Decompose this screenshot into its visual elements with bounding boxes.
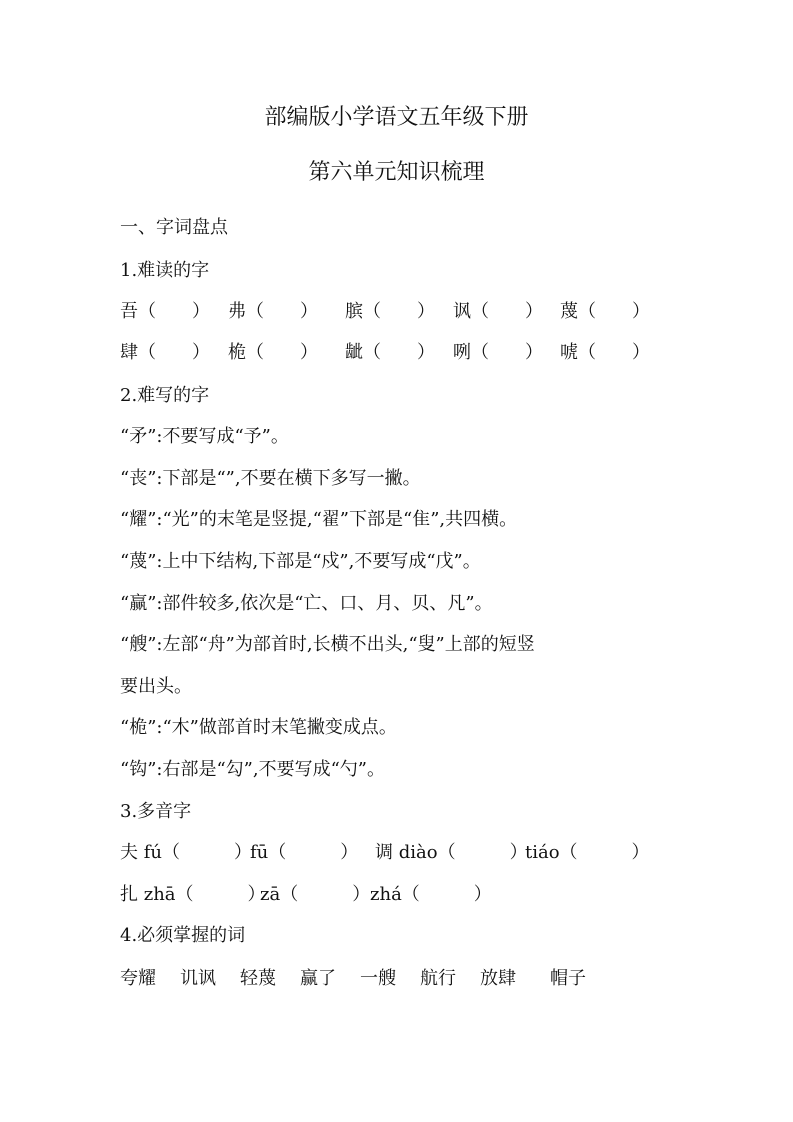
- word-item: 一艘: [360, 968, 396, 989]
- writing-note: “钩”:右部是“勾”,不要写成“勺”。: [120, 759, 385, 780]
- word-item: 夸耀: [120, 968, 156, 989]
- char-item: 弗（ ）: [228, 301, 318, 322]
- char-item: 蔑（ ）: [560, 301, 650, 322]
- word-item: 轻蔑: [240, 968, 276, 989]
- page-subtitle: 第六单元知识梳理: [308, 160, 485, 185]
- char-item: 咧（ ）: [453, 342, 543, 363]
- writing-note: “丧”:下部是“”,不要在横下多写一撇。: [120, 468, 421, 489]
- word-item: 讥讽: [180, 968, 216, 989]
- writing-note-continued: 要出头。: [120, 676, 192, 697]
- subheading-polyphonic: 3.多音字: [120, 801, 192, 822]
- writing-note: “蔑”:上中下结构,下部是“戍”,不要写成“戊”。: [120, 551, 481, 572]
- pinyin-item: 夫 fú（ ）: [120, 842, 252, 863]
- pinyin-item: zhá（ ）: [370, 884, 492, 905]
- word-item: 赢了: [300, 968, 336, 989]
- page-title: 部编版小学语文五年级下册: [264, 105, 529, 130]
- char-item: 膑（ ）: [345, 301, 435, 322]
- section-heading-word-review: 一、字词盘点: [120, 217, 228, 238]
- pinyin-item: 扎 zhā（ ）: [120, 884, 266, 905]
- pinyin-item: fū（ ）: [250, 842, 359, 863]
- char-item: 龇（ ）: [345, 342, 435, 363]
- char-item: 桅（ ）: [228, 342, 318, 363]
- writing-note: “桅”:“木”做部首时末笔撇变成点。: [120, 717, 397, 738]
- char-item: 吾（ ）: [120, 301, 210, 322]
- writing-note: “赢”:部件较多,依次是“亡、口、月、贝、凡”。: [120, 593, 493, 614]
- pinyin-item: zā（ ）: [260, 884, 371, 905]
- char-item: 讽（ ）: [453, 301, 543, 322]
- char-item: 唬（ ）: [560, 342, 650, 363]
- subheading-hard-to-write: 2.难写的字: [120, 385, 210, 406]
- subheading-must-master: 4.必须掌握的词: [120, 925, 246, 946]
- word-item: 放肆: [480, 968, 516, 989]
- writing-note: “艘”:左部“舟”为部首时,长横不出头,“叟”上部的短竖: [120, 634, 535, 655]
- writing-note: “矛”:不要写成“予”。: [120, 426, 289, 447]
- pinyin-item: tiáo（ ）: [525, 842, 650, 863]
- subheading-hard-to-read: 1.难读的字: [120, 260, 210, 281]
- char-item: 肆（ ）: [120, 342, 210, 363]
- pinyin-item: 调 diào（ ）: [375, 842, 528, 863]
- writing-note: “耀”:“光”的末笔是竖提,“翟”下部是“隹”,共四横。: [120, 509, 518, 530]
- word-item: 航行: [420, 968, 456, 989]
- word-item: 帽子: [550, 968, 586, 989]
